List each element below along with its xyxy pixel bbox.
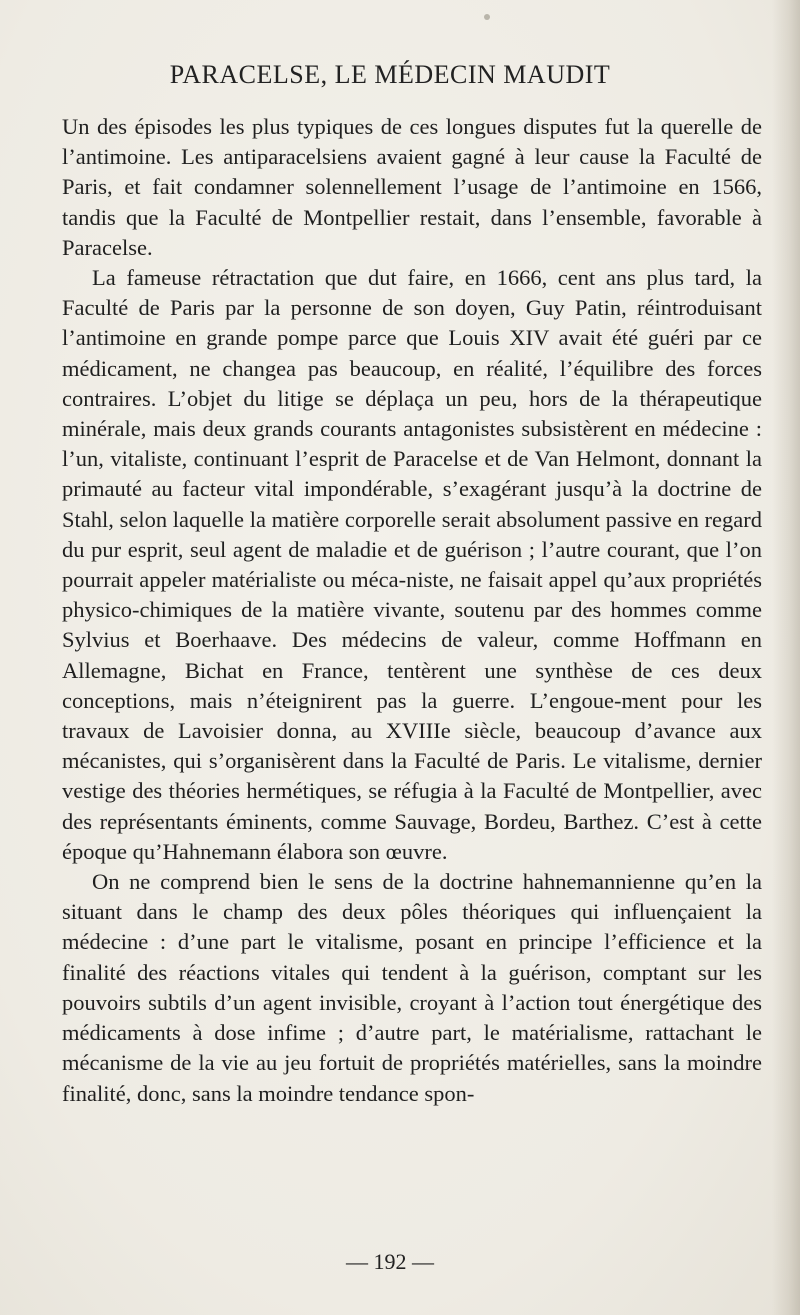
paragraph-2: La fameuse rétractation que dut faire, en 1666, cent ans plus tard, la Faculté de Paris par la personne de son doyen, Guy Patin, réintroduisant l’antimoine en grande pompe parce que Louis XIV avait été guéri par ce médicament, ne changea pas beaucoup, en réalité, l’équilibre des forces contraires. L’objet du litige se déplaça un peu, hors de la thérapeutique minérale, mais deux grands courants antagonistes subsistèrent en médecine : l’un, vitaliste, continuant l’esprit de Paracelse et de Van Helmont, donnant la primauté au facteur vital impondérable, s’exagérant jusqu’à la doctrine de Stahl, selon laquelle la matière corporelle serait absolument passive en regard du pur esprit, seul agent de maladie et de guérison ; l’autre courant, que l’on pourrait appeler matérialiste ou méca-niste, ne faisait appel qu’aux propriétés physico-chimiques de la matière vivante, soutenu par des hommes comme Sylvius et Boerhaave. Des médecins de valeur, comme Hoffmann en Allemagne, Bichat en France, tentèrent une synthèse de ces deux conceptions, mais n’éteignirent pas la guerre. L’engoue-ment pour les travaux de Lavoisier donna, au XVIIIe siècle, beaucoup d’avance aux mécanistes, qui s’organisèrent dans la Faculté de Paris. Le vitalisme, dernier vestige des théories hermétiques, se réfugia à la Faculté de Montpellier, avec des représentants éminents, comme Sauvage, Bordeu, Barthez. C’est à cette époque qu’Hahnemann élabora son œuvre. — [62, 265, 762, 864]
paragraph-3: On ne comprend bien le sens de la doctrine hahnemannienne qu’en la situant dans le champ des deux pôles théoriques qui influençaient la médecine : d’une part le vitalisme, posant en principe l’efficience et la finalité des réactions vitales qui tendent à la guérison, comptant sur les pouvoirs subtils d’un agent invisible, croyant à l’action tout énergétique des médicaments à dose infime ; d’autre part, le matérialisme, rattachant le mécanisme de la vie au jeu fortuit de propriétés matérielles, sans la moindre finalité, donc, sans la moindre tendance spon- — [62, 869, 762, 1106]
paragraph-1: Un des épisodes les plus typiques de ces longues disputes fut la querelle de l’antimoine. Les antiparacelsiens avaient gagné à leur cause la Faculté de Paris, et fait condamner solennellement l’usage de l’antimoine en 1566, tandis que la Faculté de Montpellier restait, dans l’ensemble, favorable à Paracelse. — [62, 114, 762, 260]
paper-speck — [484, 14, 490, 20]
body-text — [62, 112, 762, 1109]
page-number: — 192 — — [346, 1249, 434, 1274]
page-edge-shadow — [772, 0, 800, 1315]
running-header: PARACELSE, LE MÉDECIN MAUDIT — [169, 60, 611, 89]
